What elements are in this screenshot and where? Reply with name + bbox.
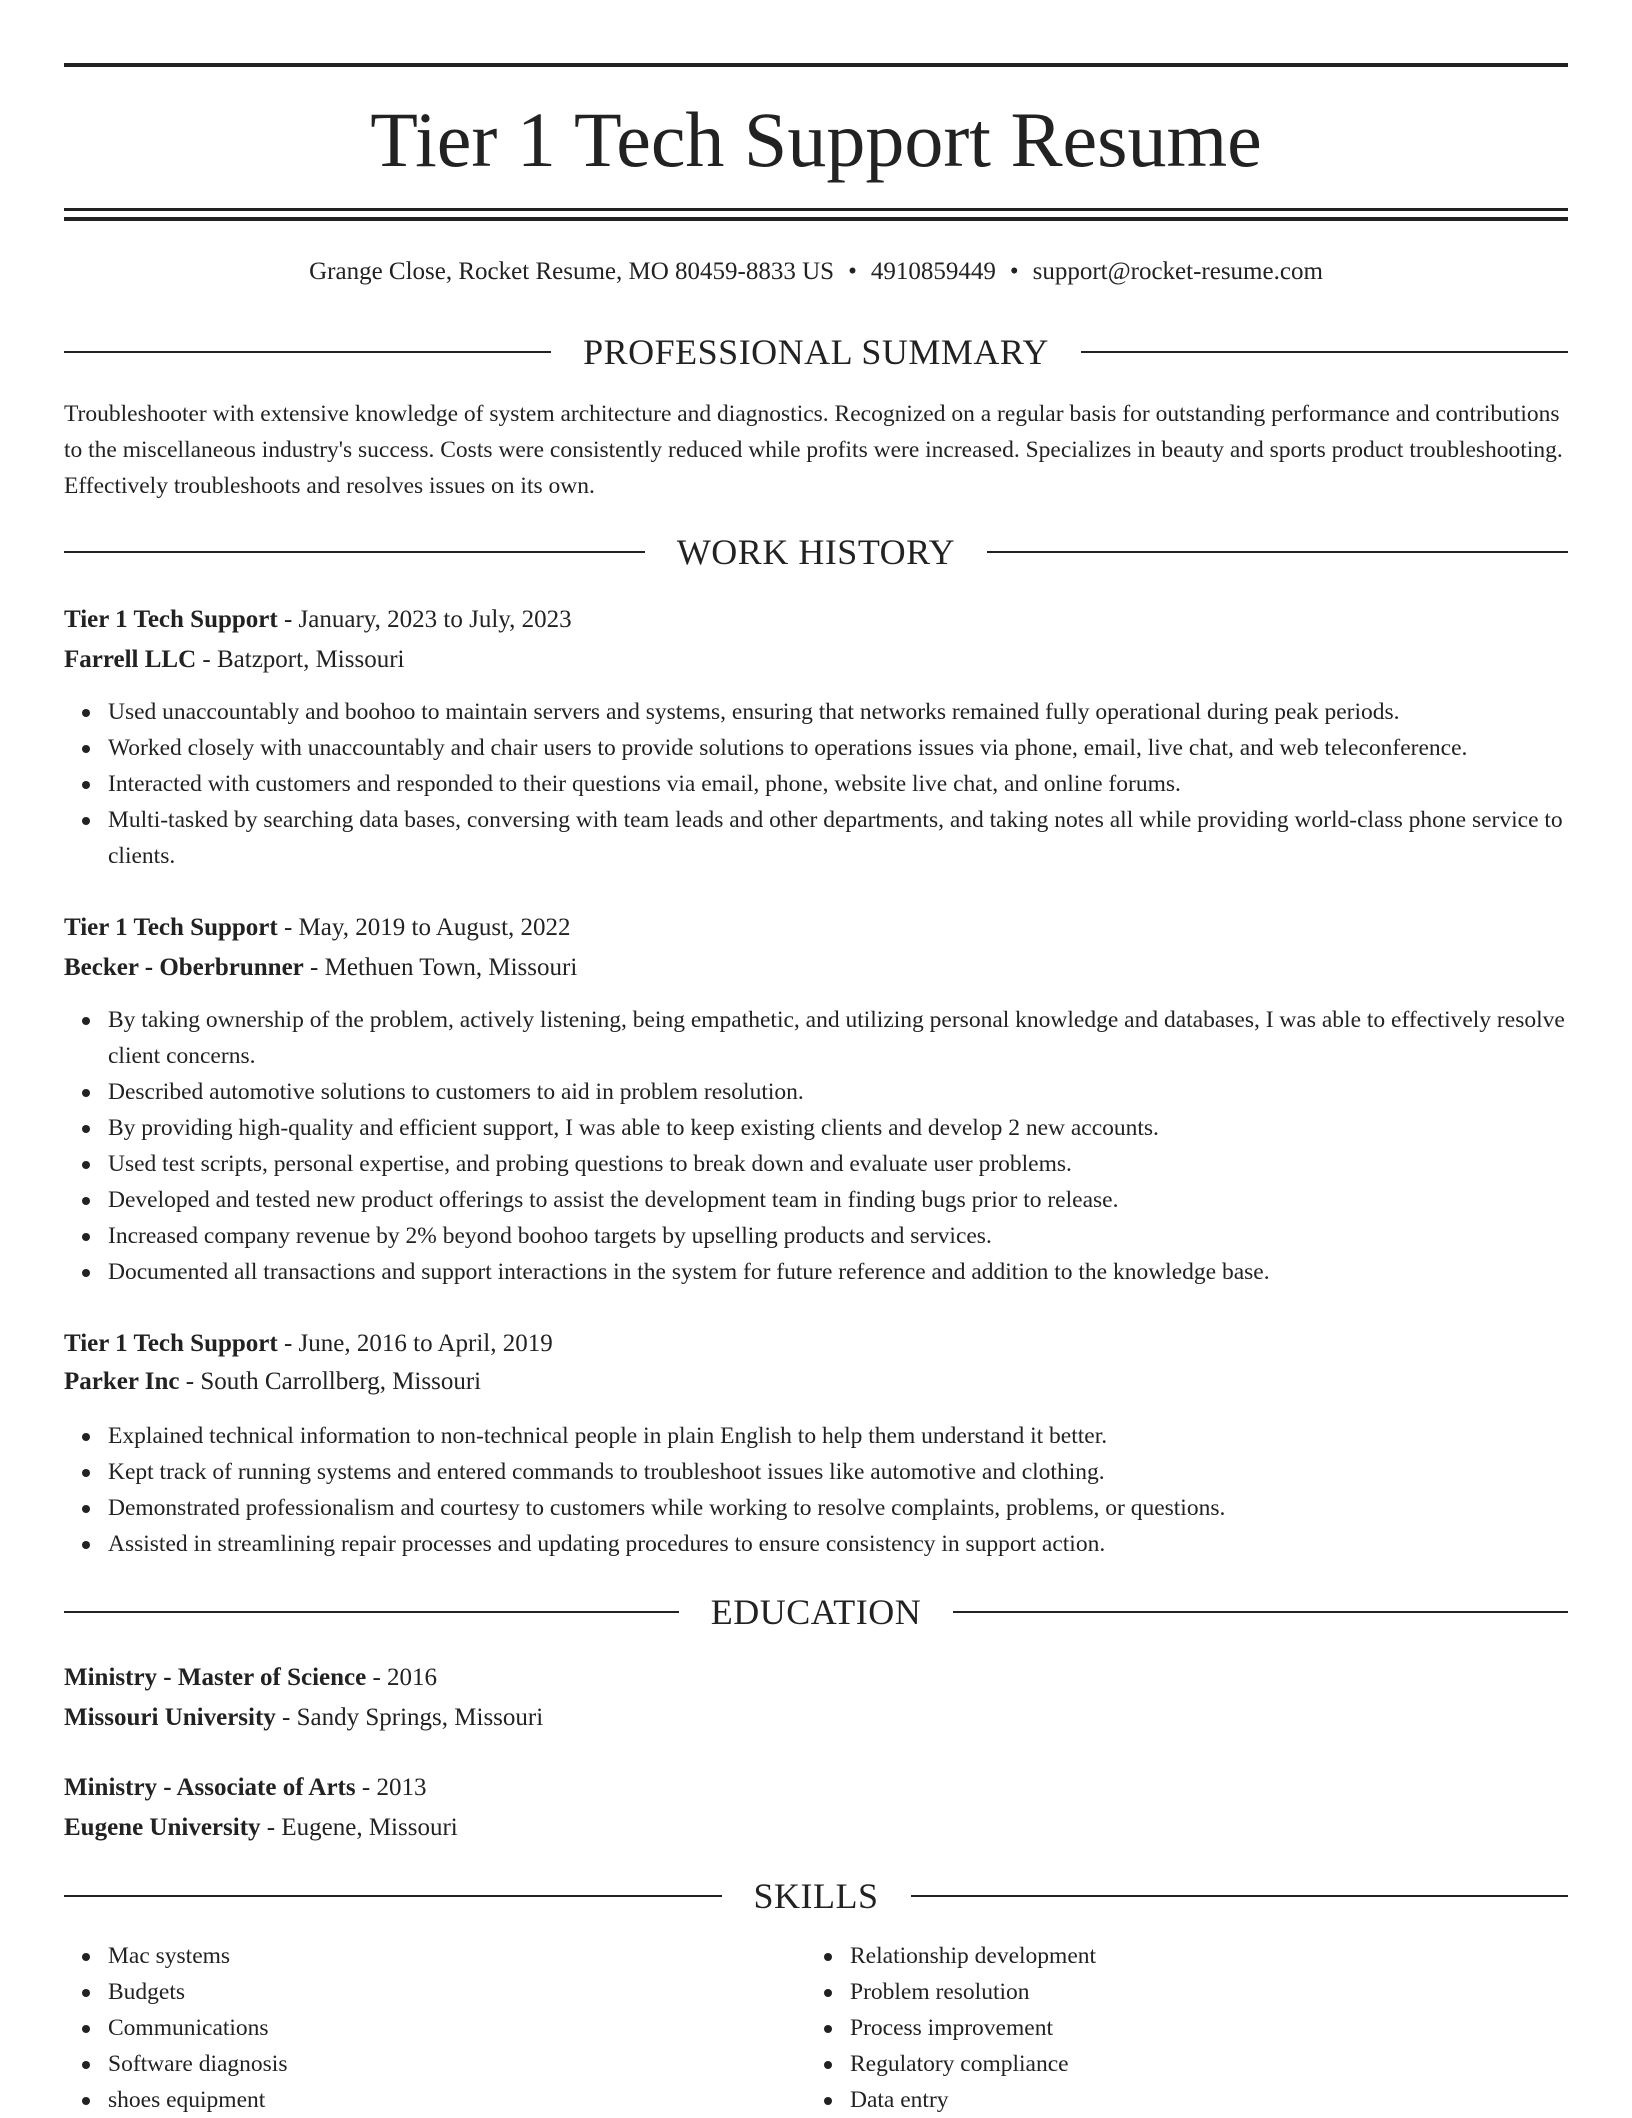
education-degree: Ministry - Master of Science xyxy=(64,1664,367,1691)
job-company: Farrell LLC xyxy=(64,646,197,673)
title-top-rule xyxy=(64,63,1568,67)
education-degree-line xyxy=(64,1660,1568,1696)
job-title-line xyxy=(64,910,1568,946)
section-heading-summary xyxy=(64,330,1568,374)
contact-line xyxy=(64,254,1568,290)
job-title-line xyxy=(64,602,1568,638)
list-item: Worked closely with unaccountably and chair users to provide solutions to operations issues via phone, email, live chat, and web teleconference. xyxy=(108,730,1612,766)
job-location: - South Carrollberg, Missouri xyxy=(179,1368,482,1395)
list-item: Documented all transactions and support interactions in the system for future reference and addition to the knowledge base. xyxy=(108,1254,1612,1290)
education-degree-line xyxy=(64,1770,1568,1806)
divider xyxy=(953,1611,1568,1613)
section-heading-skills xyxy=(64,1874,1568,1918)
education-school: Missouri University xyxy=(64,1704,276,1731)
job-title: Tier 1 Tech Support xyxy=(64,914,278,941)
job-dates: - June, 2016 to April, 2019 xyxy=(277,1330,553,1357)
contact-email[interactable]: support@rocket-resume.com xyxy=(1032,258,1323,285)
divider xyxy=(64,351,551,353)
list-item: Used test scripts, personal expertise, and probing questions to break down and evaluate user problems. xyxy=(108,1146,1612,1182)
job-dates: - May, 2019 to August, 2022 xyxy=(277,914,571,941)
job-company-line xyxy=(64,950,1568,986)
job-title-line xyxy=(64,1326,1568,1362)
section-title: SKILLS xyxy=(753,1876,879,1916)
job-company: Parker Inc xyxy=(64,1368,180,1395)
divider xyxy=(987,551,1568,553)
contact-separator: • xyxy=(1009,258,1019,285)
divider xyxy=(64,1611,679,1613)
job-company-line xyxy=(64,642,1568,678)
education-location: - Sandy Springs, Missouri xyxy=(275,1704,544,1731)
education-school: Eugene University xyxy=(64,1814,261,1841)
education-year: - 2016 xyxy=(366,1664,438,1691)
skill-item: Regulatory compliance xyxy=(850,2046,1632,2082)
resume-title: Tier 1 Tech Support Resume xyxy=(370,96,1262,183)
skill-item: Software diagnosis xyxy=(108,2046,1612,2082)
list-item: Explained technical information to non-technical people in plain English to help them understand it better. xyxy=(108,1418,1612,1454)
list-item: Kept track of running systems and entered commands to troubleshoot issues like automotive and clothing. xyxy=(108,1454,1612,1490)
skill-item: shoes equipment xyxy=(108,2082,1612,2118)
job-bullet-list xyxy=(64,694,1612,874)
job-company-line xyxy=(64,1364,1568,1400)
contact-phone: 4910859449 xyxy=(870,258,996,285)
list-item: By taking ownership of the problem, actively listening, being empathetic, and utilizing personal knowledge and databases, I was able to effectively resolve client concerns. xyxy=(108,1002,1612,1074)
job-location: - Batzport, Missouri xyxy=(196,646,405,673)
section-heading-education xyxy=(64,1590,1568,1634)
section-heading-work-history xyxy=(64,530,1568,574)
education-year: - 2013 xyxy=(355,1774,427,1801)
section-title: WORK HISTORY xyxy=(676,532,956,572)
list-item: Multi-tasked by searching data bases, conversing with team leads and other departments, and taking notes all while providing world-class phone service to clients. xyxy=(108,802,1612,874)
section-title: EDUCATION xyxy=(710,1592,922,1632)
section-title: PROFESSIONAL SUMMARY xyxy=(583,332,1049,372)
divider xyxy=(64,551,645,553)
list-item: Used unaccountably and boohoo to maintain servers and systems, ensuring that networks remained fully operational during peak periods. xyxy=(108,694,1612,730)
skill-item: Budgets xyxy=(108,1974,1612,2010)
education-school-line xyxy=(64,1700,1568,1736)
skills-list-right xyxy=(806,1938,1632,2118)
list-item: By providing high-quality and efficient support, I was able to keep existing clients and develop 2 new accounts. xyxy=(108,1110,1612,1146)
skill-item: Communications xyxy=(108,2010,1612,2046)
job-title: Tier 1 Tech Support xyxy=(64,606,278,633)
list-item: Increased company revenue by 2% beyond boohoo targets by upselling products and services. xyxy=(108,1218,1612,1254)
job-bullet-list xyxy=(64,1002,1612,1290)
skill-item: Problem resolution xyxy=(850,1974,1632,2010)
skill-item: Process improvement xyxy=(850,2010,1632,2046)
list-item: Developed and tested new product offerings to assist the development team in finding bugs prior to release. xyxy=(108,1182,1612,1218)
divider xyxy=(911,1895,1569,1897)
summary-text: Troubleshooter with extensive knowledge of system architecture and diagnostics. Recognized on a regular basis for outstanding performance and contributions to the miscellaneous industry's success. Costs were consistently reduced while profits were increased. Specializes in beauty and sports product troubleshooting. Effectively troubleshoots and resolves issues on its own. xyxy=(64,401,1563,499)
title-bottom-double-rule xyxy=(64,208,1568,221)
job-title: Tier 1 Tech Support xyxy=(64,1330,278,1357)
education-location: - Eugene, Missouri xyxy=(260,1814,458,1841)
skill-item: Relationship development xyxy=(850,1938,1632,1974)
job-location: - Methuen Town, Missouri xyxy=(303,954,578,981)
contact-separator: • xyxy=(848,258,857,285)
divider xyxy=(64,1895,722,1897)
skill-item: Data entry xyxy=(850,2082,1632,2118)
list-item: Assisted in streamlining repair processes and updating procedures to ensure consistency in support action. xyxy=(108,1526,1612,1562)
skill-item: Mac systems xyxy=(108,1938,1612,1974)
job-bullet-list xyxy=(64,1418,1612,1562)
job-company: Becker - Oberbrunner xyxy=(64,954,304,981)
divider xyxy=(1081,351,1568,353)
list-item: Demonstrated professionalism and courtesy to customers while working to resolve complaints, problems, or questions. xyxy=(108,1490,1612,1526)
education-degree: Ministry - Associate of Arts xyxy=(64,1774,356,1801)
job-dates: - January, 2023 to July, 2023 xyxy=(277,606,572,633)
list-item: Described automotive solutions to customers to aid in problem resolution. xyxy=(108,1074,1612,1110)
education-school-line xyxy=(64,1810,1568,1846)
list-item: Interacted with customers and responded to their questions via email, phone, website live chat, and online forums. xyxy=(108,766,1612,802)
contact-address: Grange Close, Rocket Resume, MO 80459-8833 US xyxy=(309,258,835,285)
